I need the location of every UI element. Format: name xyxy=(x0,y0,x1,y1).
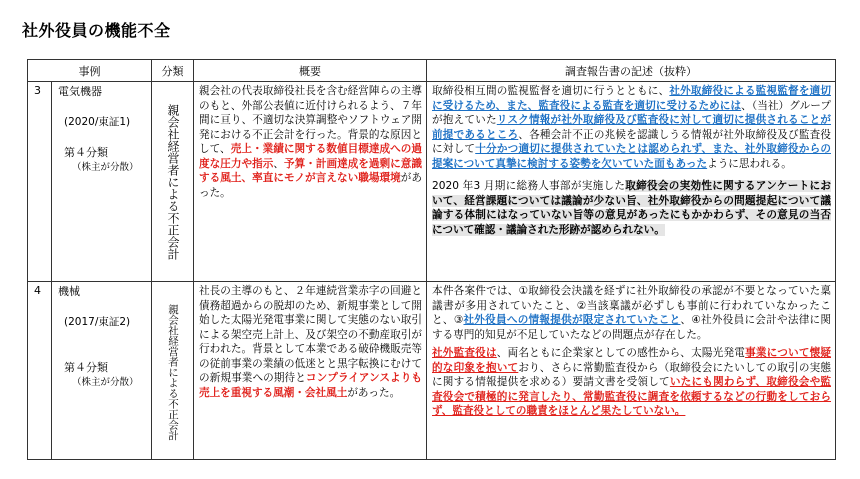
report-emphasis: リスク情報が社外取締役及び監査役に対して適切に提供されることが前提であるところ xyxy=(432,114,832,141)
case-number: 4 xyxy=(28,282,52,460)
summary-emphasis: 予算・計画達成を過剰に意識する風土、率直にモノが言えない職場環境 xyxy=(199,157,423,184)
industry: 電気機器 xyxy=(58,85,102,98)
summary-text: 、 xyxy=(273,157,284,170)
case-info xyxy=(52,282,152,460)
case-table xyxy=(27,59,836,460)
summary-text: 親会社の代表取締役社長を含む経営陣らの主導のもと、外部公表値に近付けられるよう、７年間に亘り、不適切な決算調整やソフトウェア開発における不正会計を行った。背景的な原因として、 xyxy=(199,85,422,155)
report-emphasis: 事業について懐疑的な印象を抱いて xyxy=(432,347,832,374)
header-category: 分類 xyxy=(152,60,194,82)
table-header-row xyxy=(28,60,836,82)
category-text: 親会社経営者による不正会計 xyxy=(166,104,180,260)
holder: （株主が分散） xyxy=(72,162,139,173)
report-cell xyxy=(427,282,836,460)
case-number: 3 xyxy=(28,82,52,282)
report-emphasis: 社外役員への情報提供が限定されていたこと xyxy=(463,314,681,326)
summary-cell xyxy=(194,282,427,460)
category-text: 親会社経営者による不正会計 xyxy=(167,304,179,441)
page-title: 社外役員の機能不全 xyxy=(22,21,171,40)
industry: 機械 xyxy=(58,285,80,298)
report-emphasis: いたにも関わらず、取締役会や監査役会で積極的に発言したり、常勤監査役に調査を依頼するなどの行動をしておらず、監査役としての職責をほとんど果たしていない。 xyxy=(432,376,831,417)
summary-text: があった。 xyxy=(199,172,422,199)
market: (2017/東証2) xyxy=(64,316,131,328)
report-emphasis: 十分かつ適切に提供されていたとは認められず、また、社外取締役からの提案について真摯に検討する姿勢を欠いていた面もあった xyxy=(432,143,831,170)
quarter: 第４分類 xyxy=(64,146,108,159)
report-text: 、④社外役員に会計や法律に関する専門的知見が不足していたなどの問題点が存在した。 xyxy=(432,314,831,341)
summary-cell xyxy=(194,82,427,282)
report-text: 2020 年3 月期に総務人事部が実施した xyxy=(432,180,626,192)
report-highlight: 取締役会の実効性に関するアンケートにおいて、経営課題については議論が少ない旨、社外取締役からの問題提起について議論する体制にはなっていない旨等の意見があったにもかかわらず、その意見の当否について確認・議論された形跡が認められない。 xyxy=(432,180,831,236)
report-text: 、各種会計不正の兆候を認識しうる情報が社外取締役及び監査役に対して xyxy=(432,128,831,155)
report-text: おり、さらに常勤監査役から（取締役会にたいしての取引の実態に関する情報提供を求める）要請文書を受領して xyxy=(432,361,831,388)
report-text: ように思われる。 xyxy=(707,157,792,170)
summary-emphasis: 売上・業績に関する数値目標達成への過度な圧力や指示 xyxy=(199,143,422,170)
report-text: 、両名ともに企業家としての感性から、太陽光発電 xyxy=(496,347,746,359)
report-emphasis: 社外取締役による監視監督を適切に受けるため、また、監査役による監査を適切に受けるためには xyxy=(432,85,831,112)
report-text: 、（当社）グループが抱えていた xyxy=(432,99,832,126)
category-cell xyxy=(152,282,194,460)
report-emphasis: 社外監査役は xyxy=(432,347,497,359)
summary-emphasis: コンプライアンスよりも売上を重視する風潮・会社風土 xyxy=(199,372,422,399)
report-text: 本件各案件では、①取締役会決議を経ずに社外取締役の承認が不要となっていた稟議書が多用されていたこと、②当該稟議が必ずしも事前に行われていなかったこと、③ xyxy=(432,285,831,326)
table-row xyxy=(28,282,836,460)
holder: （株主が分散） xyxy=(72,377,139,388)
header-summary: 概要 xyxy=(194,60,427,82)
category-cell xyxy=(152,82,194,282)
report-cell xyxy=(427,82,836,282)
summary-text: があった。 xyxy=(347,386,401,399)
header-report: 調査報告書の記述（抜粋） xyxy=(427,60,836,82)
market: (2020/東証1) xyxy=(64,116,131,128)
quarter: 第４分類 xyxy=(64,361,108,374)
table-row xyxy=(28,82,836,282)
header-case: 事例 xyxy=(28,60,152,82)
summary-text: 社長の主導のもと、２年連続営業赤字の回避と債務超過からの脱却のため、新規事業として開始した太陽光発電事業に関して実態のない取引による架空売上計上、及び架空の不動産取引が行われた。背景として本業である破砕機販売等の従前事業の業績の低迷とと黒字転換にむけての新規事業への期待と xyxy=(199,285,422,384)
case-info xyxy=(52,82,152,282)
report-text: 取締役相互間の監視監督を適切に行うとともに、 xyxy=(432,85,670,97)
